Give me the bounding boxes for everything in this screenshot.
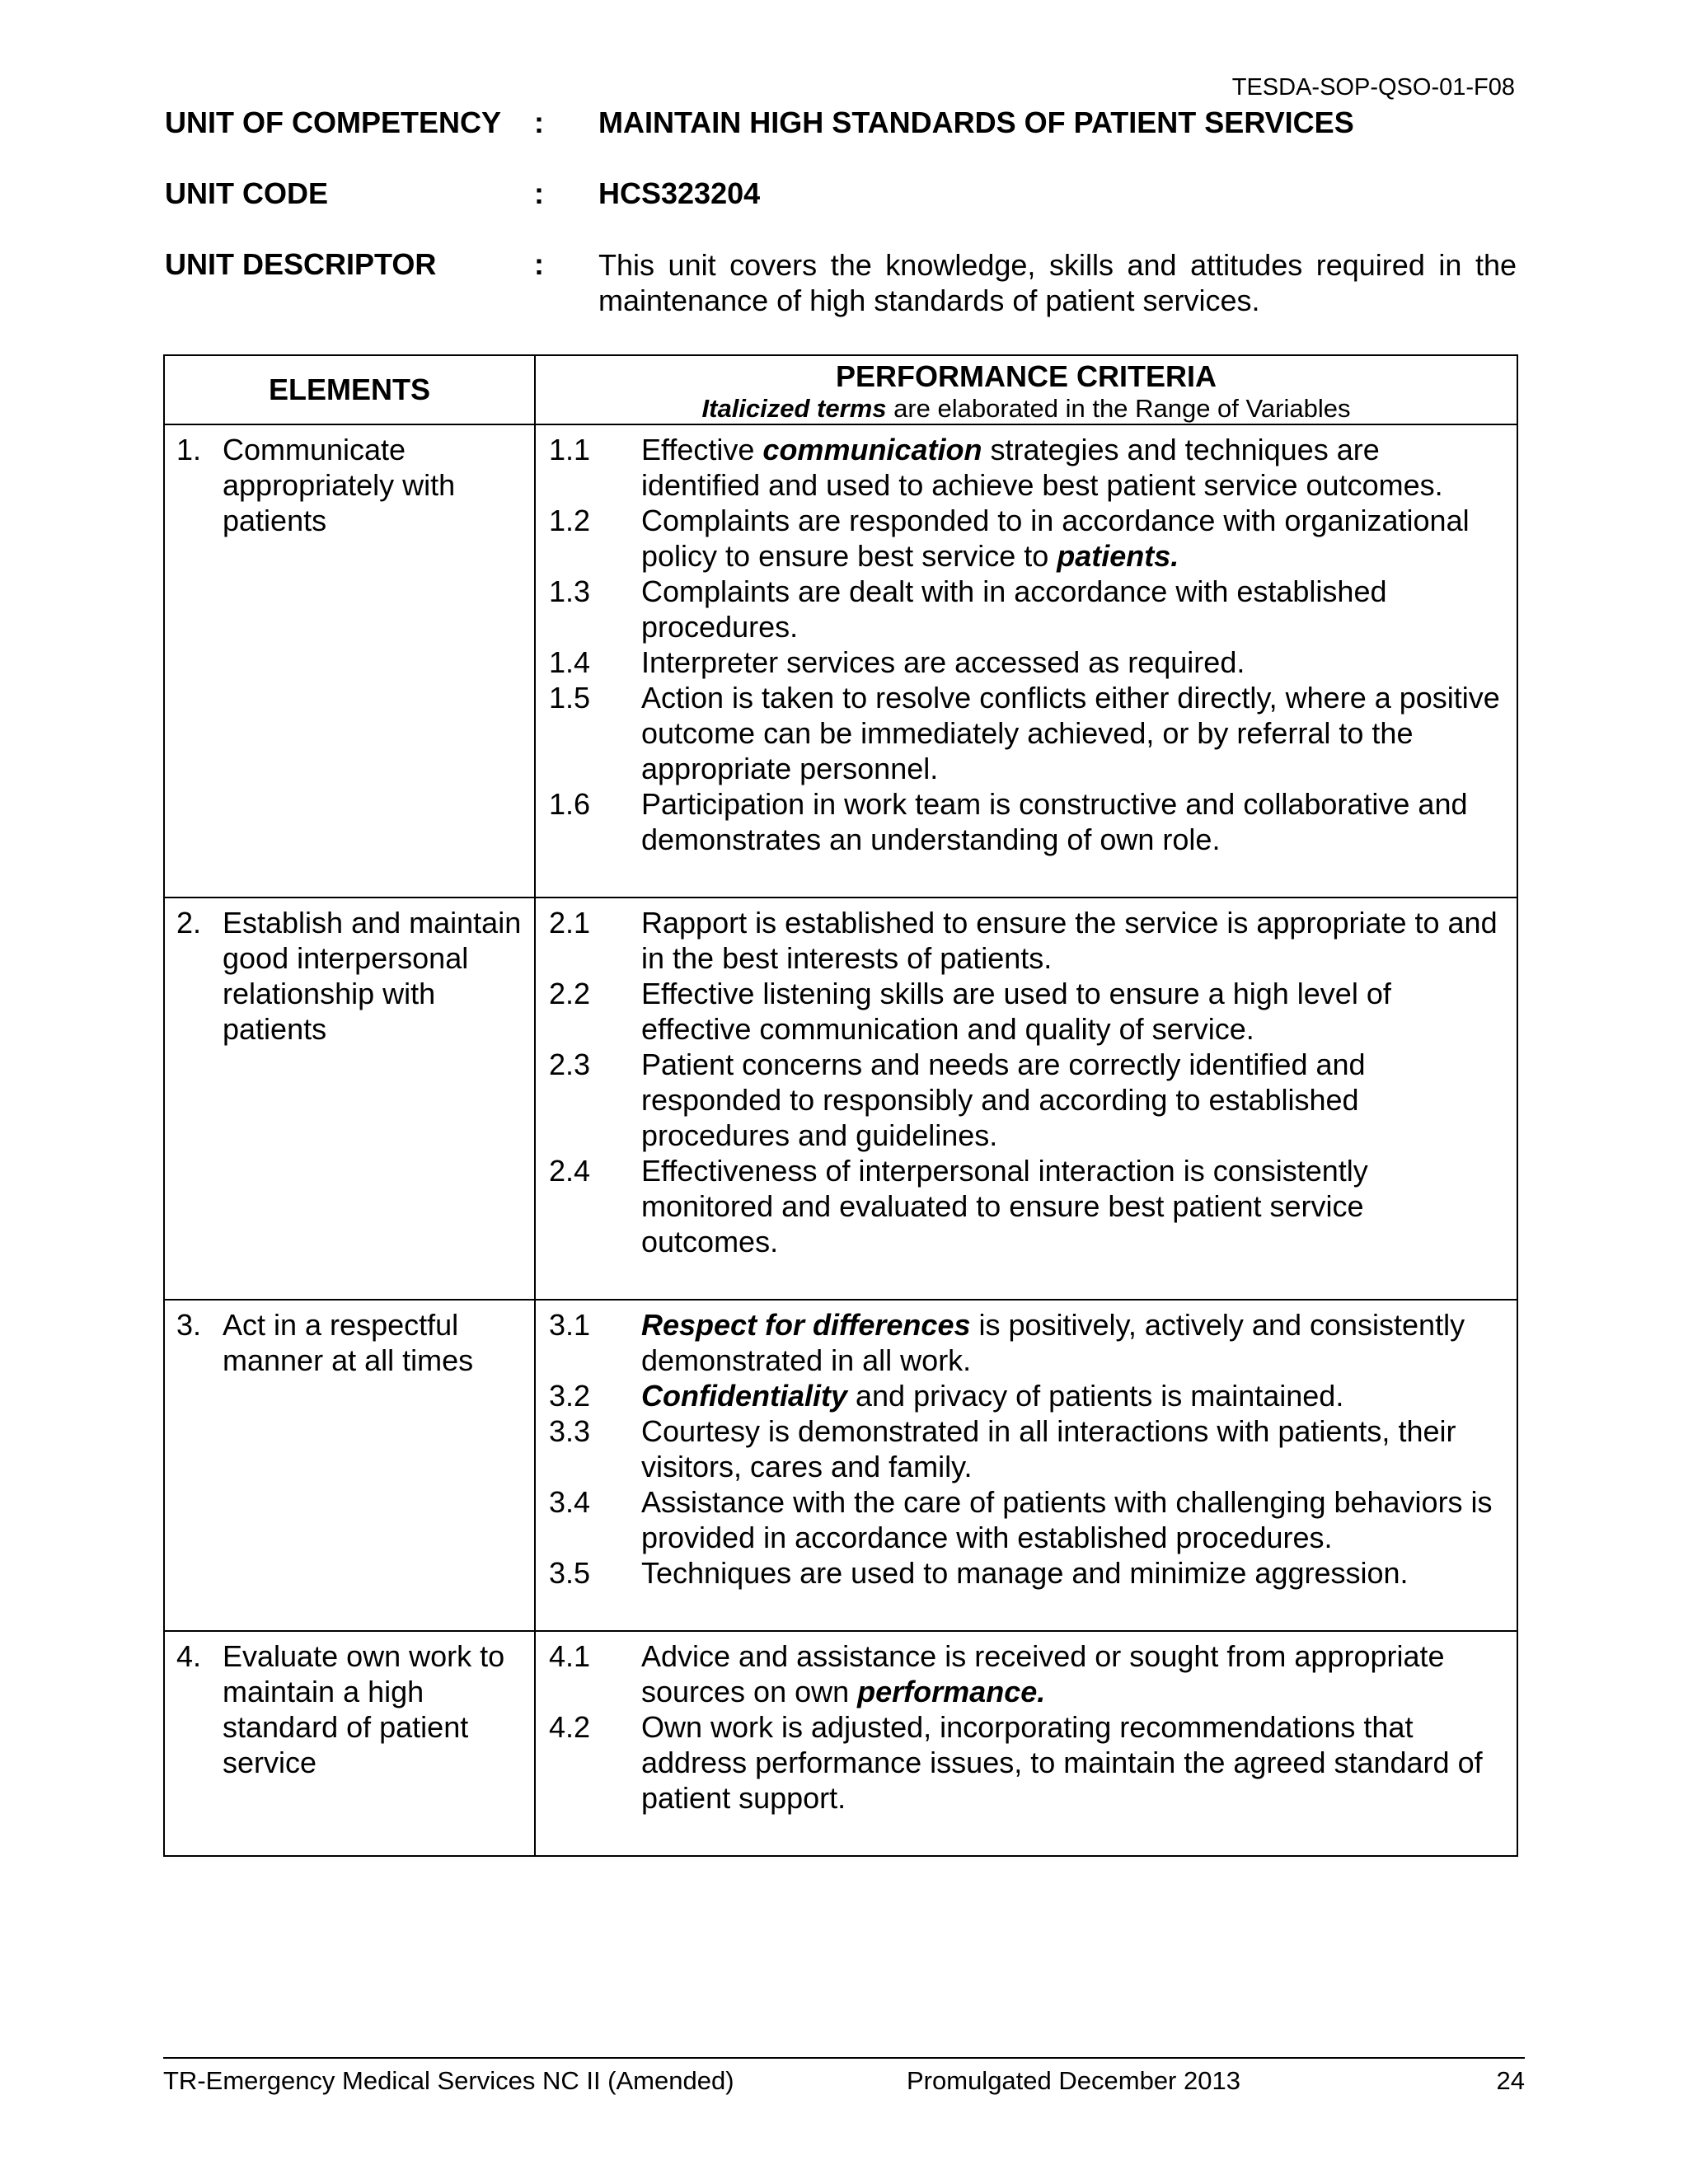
element-entry — [165, 1301, 534, 1378]
criterion-text-part: strategies and techniques are identified and used to achieve best patient service outcomes. — [641, 433, 1443, 502]
criterion-text-part: Complaints are responded to in accordance with organizational policy to ensure best service to — [641, 504, 1470, 573]
criterion-item — [549, 1555, 1517, 1591]
criteria-cell — [535, 424, 1517, 898]
criterion-number: 1.2 — [549, 504, 591, 537]
criterion-text — [641, 1555, 1517, 1591]
footer-title: TR-Emergency Medical Services NC II (Amended) — [163, 2066, 734, 2095]
criterion-key-term: Respect for differences — [641, 1308, 971, 1342]
criterion-number: 2.1 — [549, 906, 591, 940]
criterion-text-part: Techniques are used to manage and minimize aggression. — [641, 1556, 1409, 1590]
elements-header: ELEMENTS — [164, 355, 535, 424]
criterion-number: 3.2 — [549, 1379, 591, 1413]
element-title: Evaluate own work to maintain a high standard of patient service — [223, 1639, 505, 1779]
criterion-text-part: Complaints are dealt with in accordance with established procedures. — [641, 574, 1387, 644]
criterion-text — [641, 1638, 1517, 1709]
criterion-text-part: Courtesy is demonstrated in all interactions with patients, their visitors, cares and family. — [641, 1414, 1456, 1483]
criterion-number: 2.3 — [549, 1047, 591, 1081]
element-entry — [165, 1632, 534, 1780]
criterion-item — [549, 680, 1517, 786]
criterion-key-term: patients. — [1057, 539, 1179, 573]
criterion-text — [641, 1378, 1517, 1413]
criterion-item — [549, 1153, 1517, 1259]
unit-code-label: UNIT CODE — [165, 176, 328, 210]
criterion-text-part: Interpreter services are accessed as required. — [641, 645, 1245, 679]
criterion-text-part: Assistance with the care of patients with challenging behaviors is provided in accordance with established procedures. — [641, 1485, 1493, 1554]
element-number: 2. — [176, 906, 202, 940]
note-text: are elaborated in the Range of Variables — [886, 394, 1351, 423]
criterion-number: 4.2 — [549, 1710, 591, 1744]
unit-descriptor-text: This unit covers the knowledge, skills and attitudes required in the maintenance of high standards of patient services. — [598, 248, 1517, 317]
criterion-number: 3.3 — [549, 1414, 591, 1448]
criterion-text — [641, 1484, 1517, 1555]
performance-criteria-title: PERFORMANCE CRITERIA — [835, 359, 1217, 393]
element-title: Act in a respectful manner at all times — [223, 1308, 474, 1377]
table-row — [164, 1631, 1517, 1856]
element-title: Communicate appropriately with patients — [223, 433, 456, 537]
criterion-text-part: Advice and assistance is received or sought from appropriate sources on own — [641, 1639, 1445, 1708]
criterion-number: 1.5 — [549, 681, 591, 715]
criterion-item — [549, 1638, 1517, 1709]
criterion-text-part: Rapport is established to ensure the service is appropriate to and in the best interests of patients. — [641, 906, 1498, 975]
criterion-text — [641, 680, 1517, 786]
criterion-text-part: Own work is adjusted, incorporating recommendations that address performance issues, to maintain the agreed standard of patient support. — [641, 1710, 1483, 1815]
table-row — [164, 1300, 1517, 1631]
element-cell — [164, 424, 535, 898]
performance-criteria-header — [535, 355, 1517, 424]
table-row — [164, 898, 1517, 1300]
criterion-key-term: Confidentiality — [641, 1379, 847, 1413]
criterion-text — [641, 574, 1517, 644]
element-entry — [165, 898, 534, 1047]
criterion-item — [549, 905, 1517, 976]
criterion-item — [549, 1378, 1517, 1413]
element-number: 1. — [176, 433, 202, 466]
colon: : — [534, 176, 544, 210]
element-entry — [165, 425, 534, 538]
criterion-number: 4.1 — [549, 1639, 591, 1673]
criterion-number: 3.4 — [549, 1485, 591, 1519]
criterion-item — [549, 1413, 1517, 1484]
criterion-number: 3.5 — [549, 1556, 591, 1590]
performance-criteria-note — [536, 394, 1517, 424]
criterion-item — [549, 574, 1517, 644]
criterion-key-term: communication — [762, 433, 982, 466]
criterion-text-part: Action is taken to resolve conflicts either directly, where a positive outcome can be immediately achieved, or by referral to the appropriate personnel. — [641, 681, 1500, 785]
element-title: Establish and maintain good interpersonal relationship with patients — [223, 906, 522, 1046]
criterion-item — [549, 1047, 1517, 1153]
unit-descriptor-label: UNIT DESCRIPTOR — [165, 247, 437, 281]
criterion-text-part: Effective — [641, 433, 763, 466]
criterion-text-part: Participation in work team is constructive and collaborative and demonstrates an understanding of own role. — [641, 787, 1468, 856]
footer-promulgated: Promulgated December 2013 — [907, 2066, 1240, 2095]
criterion-text-part: is positively, actively and consistently demonstrated in all work. — [641, 1308, 1465, 1377]
criterion-item — [549, 432, 1517, 503]
element-cell — [164, 898, 535, 1300]
criterion-number: 3.1 — [549, 1308, 591, 1342]
criteria-cell — [535, 1631, 1517, 1856]
element-number: 4. — [176, 1639, 202, 1673]
criterion-item — [549, 1709, 1517, 1816]
element-number: 3. — [176, 1308, 202, 1342]
criterion-key-term: performance. — [857, 1675, 1046, 1708]
criterion-number: 2.4 — [549, 1154, 591, 1188]
criterion-item — [549, 503, 1517, 574]
criterion-text — [641, 1307, 1517, 1378]
element-cell — [164, 1300, 535, 1631]
colon: : — [534, 247, 544, 281]
criterion-number: 1.6 — [549, 787, 591, 821]
criterion-text — [641, 1047, 1517, 1153]
page-number: 24 — [1496, 2066, 1525, 2095]
criterion-text-part: Effective listening skills are used to ensure a high level of effective communication and quality of service. — [641, 977, 1391, 1046]
criterion-item — [549, 644, 1517, 680]
criterion-text-part: Effectiveness of interpersonal interaction is consistently monitored and evaluated to ensure best patient service outcomes. — [641, 1154, 1368, 1258]
criteria-cell — [535, 898, 1517, 1300]
footer-rule — [163, 2057, 1525, 2059]
unit-code-value: HCS323204 — [598, 176, 761, 210]
criterion-text — [641, 432, 1517, 503]
document-code: TESDA-SOP-QSO-01-F08 — [1231, 74, 1515, 101]
criterion-item — [549, 1484, 1517, 1555]
criterion-text — [641, 1709, 1517, 1816]
unit-of-competency-label: UNIT OF COMPETENCY — [165, 105, 502, 139]
criterion-number: 1.4 — [549, 645, 591, 679]
criterion-text — [641, 644, 1517, 680]
criterion-text — [641, 905, 1517, 976]
criterion-text — [641, 1413, 1517, 1484]
criterion-item — [549, 786, 1517, 857]
competency-table — [163, 354, 1518, 1857]
criteria-cell — [535, 1300, 1517, 1631]
criterion-number: 1.3 — [549, 574, 591, 608]
criterion-text-part: and privacy of patients is maintained. — [847, 1379, 1344, 1413]
colon: : — [534, 105, 544, 139]
criterion-number: 2.2 — [549, 977, 591, 1010]
criterion-item — [549, 976, 1517, 1047]
criterion-text-part: Patient concerns and needs are correctly identified and responded to responsibly and according to established procedures and guidelines. — [641, 1047, 1366, 1152]
criterion-text — [641, 1153, 1517, 1259]
criterion-number: 1.1 — [549, 433, 591, 466]
criterion-text — [641, 503, 1517, 574]
element-cell — [164, 1631, 535, 1856]
table-row — [164, 424, 1517, 898]
criterion-text — [641, 976, 1517, 1047]
italicized-terms-label: Italicized terms — [701, 394, 887, 423]
criterion-item — [549, 1307, 1517, 1378]
unit-of-competency-value: MAINTAIN HIGH STANDARDS OF PATIENT SERVICES — [598, 105, 1354, 139]
criterion-text — [641, 786, 1517, 857]
